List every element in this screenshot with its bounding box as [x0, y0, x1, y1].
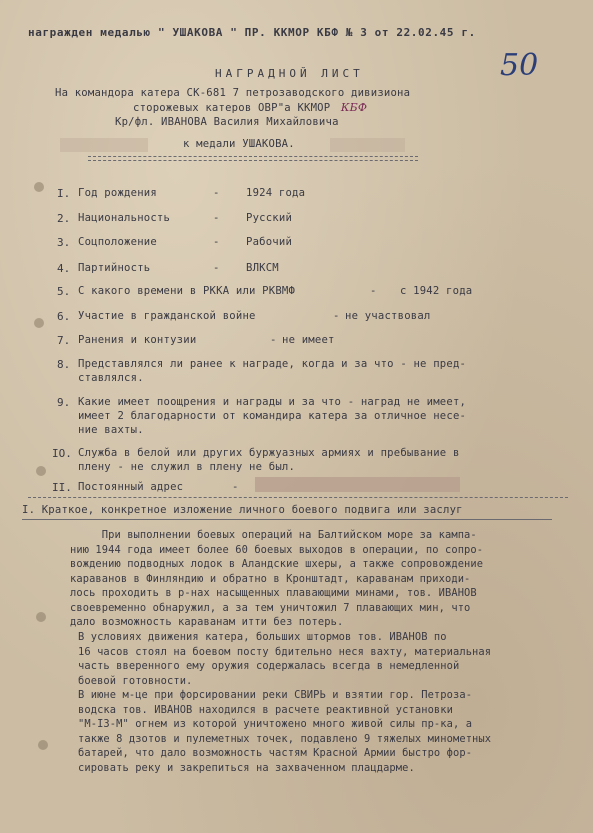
- body-paragraph: В условиях движения катера, больших штормов тов. ИВАНОВ по 16 часов стоял на боевом посту бдительно неся вахту, материальная часть вверенного ему оружия содержалась всегда в немедленной боевой готовности.: [78, 631, 492, 687]
- header-line-1: На командора катера СК-681 7 петрозаводского дивизиона: [55, 87, 411, 99]
- document-page: награжден медалью " УШАКОВА " ПР. ККМОР КБФ № 3 от 22.02.45 г. 50 НАГРАДНОЙ ЛИСТ На командора катера СК-681 7 петрозаводского дивизиона сторожевых катеров ОВР"а ККМОР КБФ Кр/фл. ИВАНОВА Василия Михайловича к медали УШАКОВА. I. Год рождения - 1924 года 2. Национальность - Русский 3. Соцположение - Рабочий 4. Партийность - ВЛКСМ 5. С какого времени в РККА или РКВМФ - с 1942 года 6. Участие в гражданской войне - не участвовал 7. Ранения и контузии - не имеет 8. Представлялся ли ранее к награде, когда и за что - не пред- ставлялся. 9. Какие имеет поощрения и награды и за что - наград не имеет, имеет 2 благодарности от командира катера за отличное несе- ние вахты. IO. Служба в белой или других буржуазных армиях и пребывание в плену - не служил в плену не был. II. Постоянный адрес - I. Краткое, конкретное изложение личного боевого подвига или заслуг При выполнении боевых операций на Балтийском море за кампа- нию 1944 года имеет более 60 боевых выходов в операции, по сопро- вождению подводных лодок в Аландские шхеры, а также сопровождение караванов в Финляндию и обратно в Кронштадт, караванам приходи- лось проходить в р-нах насыщенных плавающими минами, тов. ИВАНОВ своевременно обнаружил, а за тем уничтожил 7 плавающих мин, что дало возможность караванам итти без потерь. В условиях движения катера, больших штормов тов. ИВАНОВ по 16 часов стоял на боевом посту бдительно неся вахту, материальная часть вверенного ему оружия содержалась всегда в немедленной боевой готовности. В июне м-це при форсировании реки СВИРЬ и взятии гор. Петроза- водска тов. ИВАНОВ находился в расчете реактивной установки "М-I3-М" огнем из которой уничтожено много живой силы пр-ка, а также 8 дзотов и пулеметных точек, подавлено 9 тяжелых минометных батарей, что дало возможность частям Красной Армии быстро фор- сировать реку и закрепиться на захваченном плацдарме.: [0, 0, 593, 833]
- summary-heading: I. Краткое, конкретное изложение личного боевого подвига или заслуг: [22, 504, 463, 516]
- award-stamp-line: награжден медалью " УШАКОВА " ПР. ККМОР КБФ № 3 от 22.02.45 г.: [28, 26, 476, 39]
- punch-hole: [36, 612, 46, 622]
- body-paragraph: В июне м-це при форсировании реки СВИРЬ и взятии гор. Петроза- водска тов. ИВАНОВ находился в расчете реактивной установки "М-I3-М" огнем из которой уничтожено много живой силы пр-ка, а также 8 дзотов и пулеметных точек, подавлено 9 тяжелых минометных батарей, что дало возможность частям Красной Армии быстро фор- сировать реку и закрепиться на захваченном плацдарме.: [78, 689, 492, 774]
- punch-hole: [34, 318, 44, 328]
- header-line-4: к медали УШАКОВА.: [183, 138, 295, 150]
- address-redaction: [255, 477, 460, 492]
- punch-hole: [38, 740, 48, 750]
- summary-heading-underline: [22, 519, 552, 520]
- header-divider: [88, 156, 418, 157]
- document-number: 50: [500, 48, 539, 83]
- handwritten-kbf: КБФ: [340, 101, 368, 114]
- section-divider: [28, 497, 568, 498]
- redaction-mark: [60, 138, 148, 152]
- punch-hole: [36, 466, 46, 476]
- header-line-2: сторожевых катеров ОВР"а ККМОР КБФ: [133, 101, 368, 114]
- body-paragraph: При выполнении боевых операций на Балтийском море за кампа- нию 1944 года имеет более 60 боевых выходов в операции, по сопро- вождению подводных лодок в Аландские шхеры, а также сопровождение караванов в Финляндию и обратно в Кронштадт, караванам приходи- лось проходить в р-нах насыщенных плавающими минами, тов. ИВАНОВ своевременно обнаружил, а за тем уничтожил 7 плавающих мин, что дало возможность караванам итти без потерь.: [70, 529, 484, 628]
- punch-hole: [34, 182, 44, 192]
- header-divider: [88, 160, 418, 161]
- document-title: НАГРАДНОЙ ЛИСТ: [215, 67, 364, 80]
- header-line-3: Кр/фл. ИВАНОВА Василия Михайловича: [115, 116, 339, 128]
- redaction-mark: [330, 138, 405, 152]
